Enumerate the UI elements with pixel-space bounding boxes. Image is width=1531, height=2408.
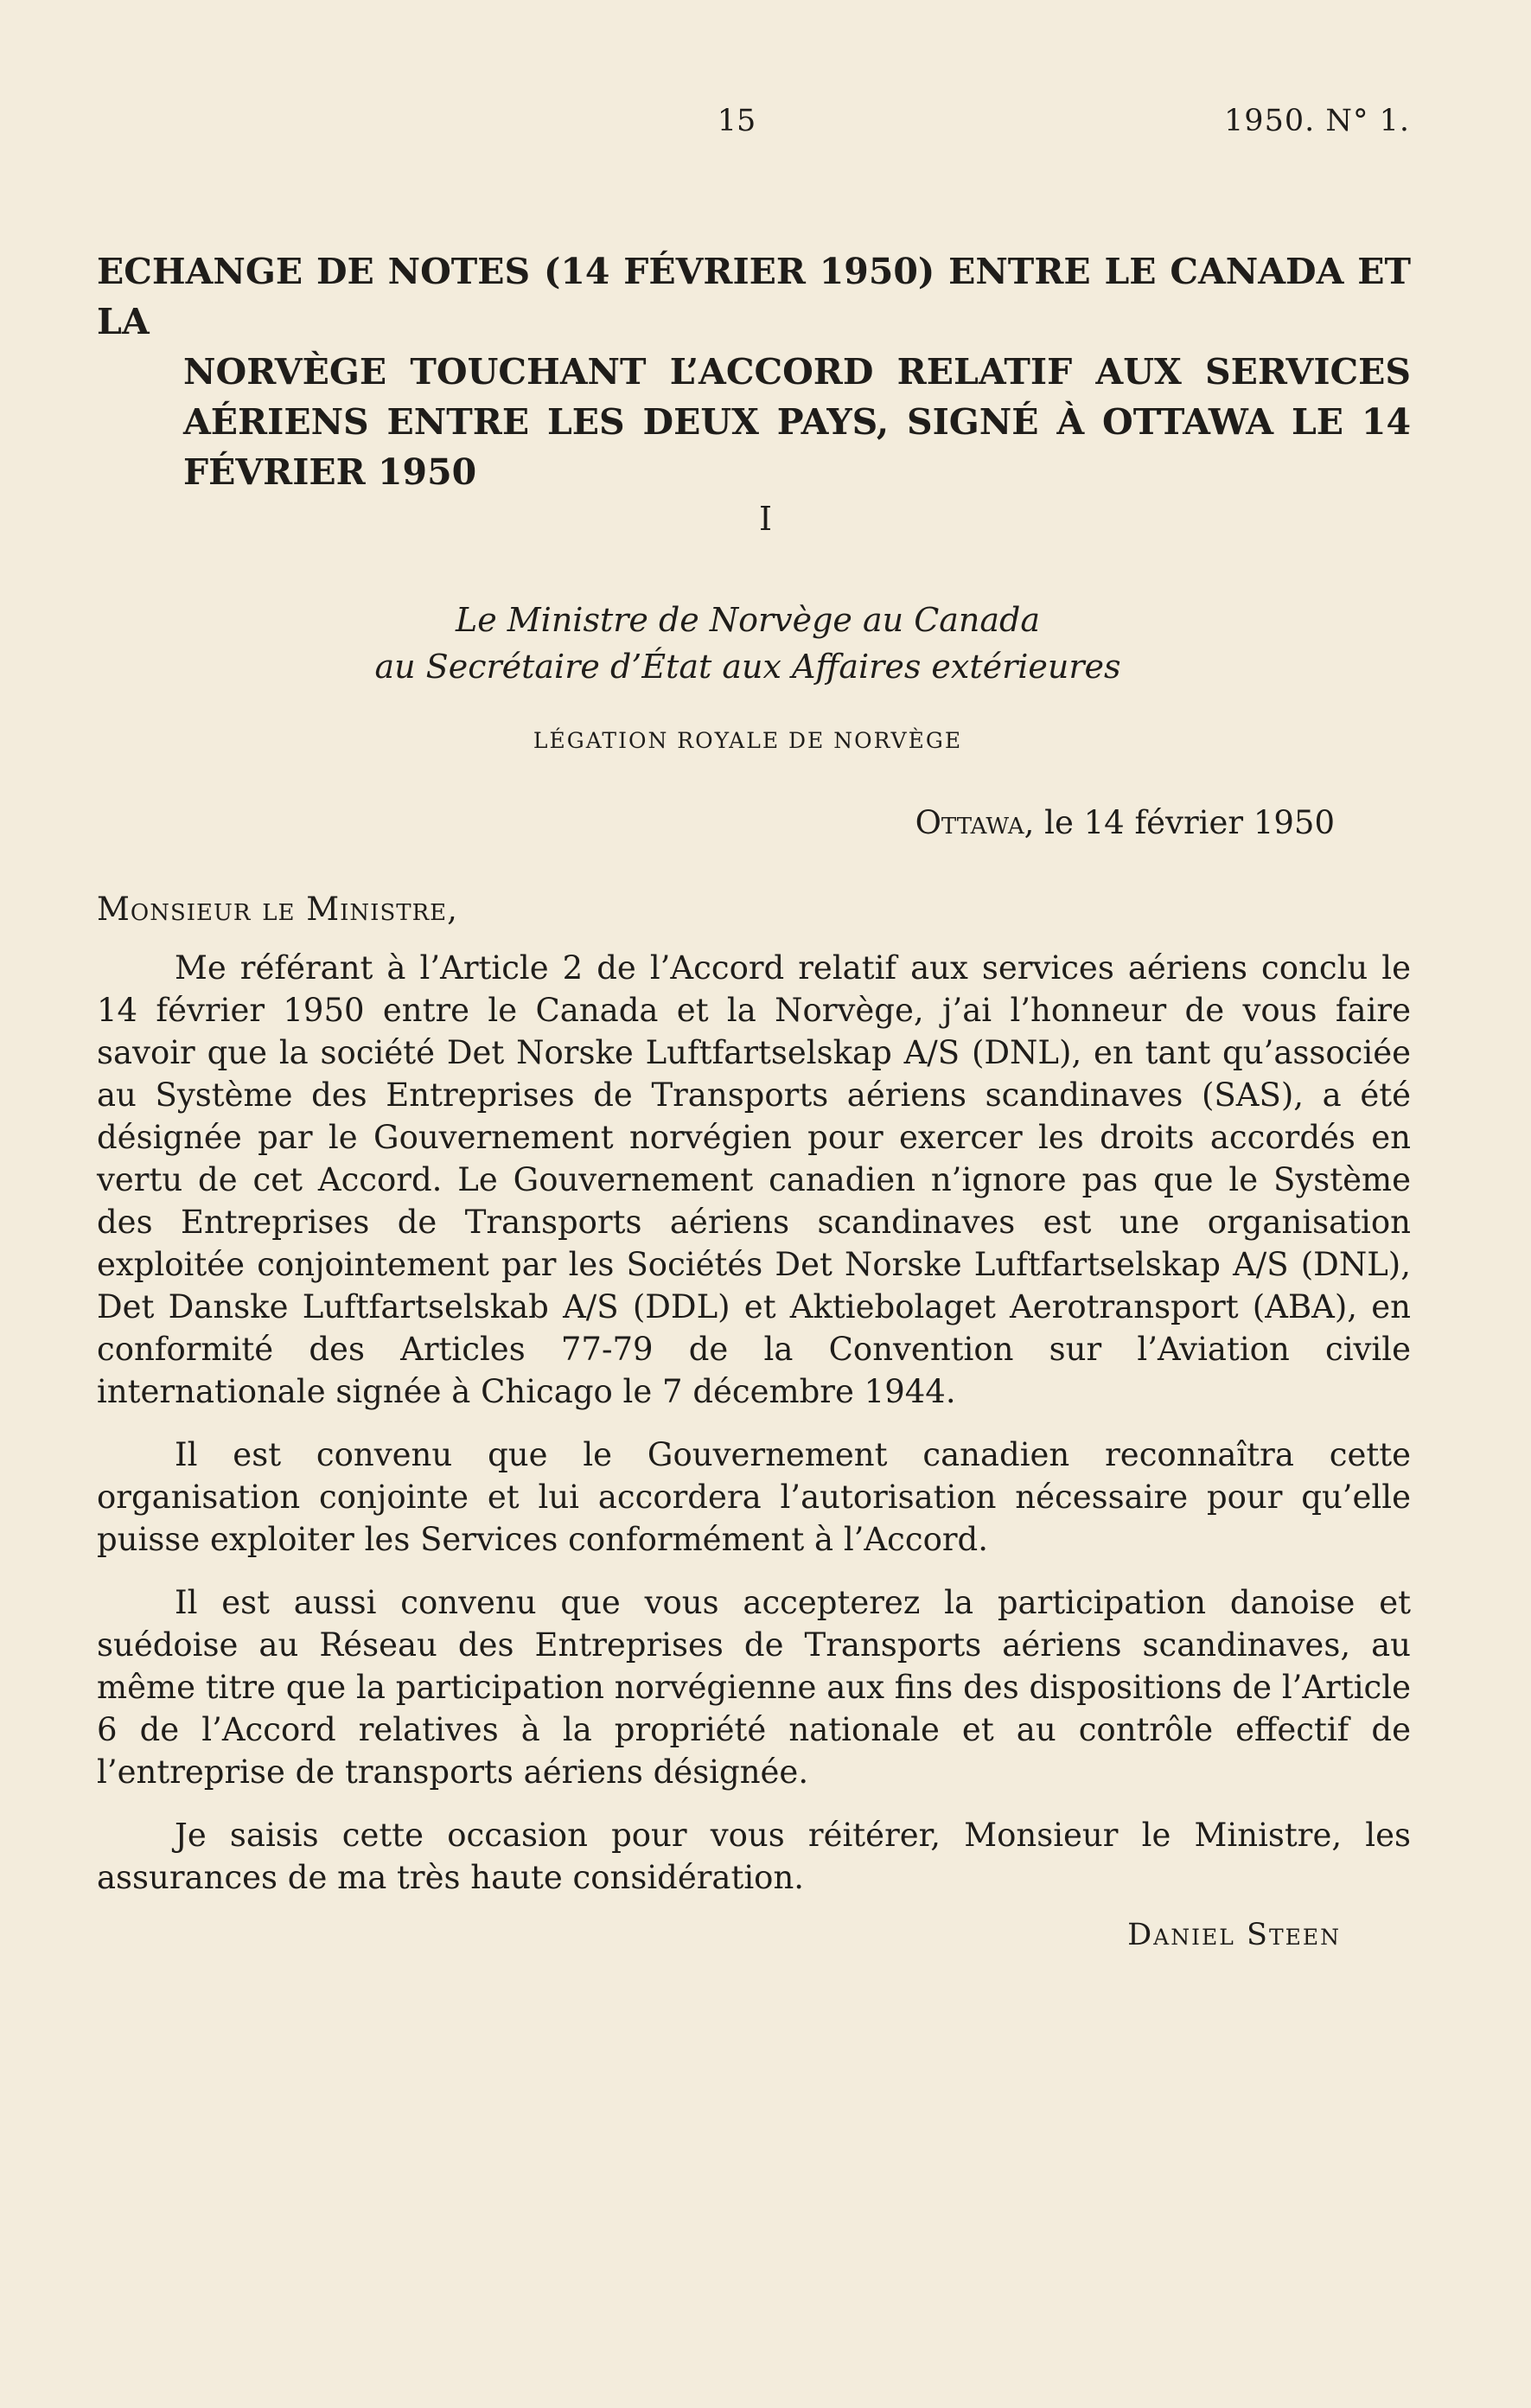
signature: Daniel Steen bbox=[1127, 1918, 1341, 1952]
dateline bbox=[915, 804, 1335, 841]
addressee-block bbox=[0, 597, 1496, 690]
title-line: ECHANGE DE NOTES (14 FÉVRIER 1950) ENTRE LE CANADA ET LA bbox=[97, 251, 1411, 342]
paragraph: Me référant à l’Article 2 de l’Accord relatif aux services aériens conclu le 14 février 1950 entre le Canada et la Norvège, j’ai l’honneur de vous faire savoir que la société Det Norske Luftfartselskap A/S (DNL), en tant qu’associée au Système des Entreprises de Transports aériens scandinaves (SAS), a été désignée par le Gouvernement norvégien pour exercer les droits accordés en vertu de cet Accord. Le Gouvernement canadien n’ignore pas que le Système des Entreprises de Transports aériens scandinaves est une organisation exploitée conjointement par les Sociétés Det Norske Luftfartselskap A/S (DNL), Det Danske Luftfartselskab A/S (DDL) et Aktiebolaget Aerotransport (ABA), en conformité des Articles 77-79 de la Convention sur l’Aviation civile internationale signée à Chicago le 7 décembre 1944. bbox=[97, 949, 1411, 1410]
paragraph: Il est aussi convenu que vous accepterez la participation danoise et suédoise au Réseau des Entreprises de Transports aériens scandinaves, au même titre que la participation norvégienne aux fins des dispositions de l’Article 6 de l’Accord relatives à la propriété nationale et au contrôle effectif de l’entreprise de transports aériens désignée. bbox=[97, 1584, 1411, 1791]
paragraph: Je saisis cette occasion pour vous réitérer, Monsieur le Ministre, les assurances de ma très haute considération. bbox=[97, 1817, 1411, 1896]
title-line: AÉRIENS ENTRE LES DEUX PAYS, SIGNÉ À OTTAWA LE 14 bbox=[183, 401, 1411, 443]
section-number: I bbox=[758, 500, 772, 538]
title-line: FÉVRIER 1950 bbox=[183, 451, 477, 493]
letter-body bbox=[97, 947, 1411, 1919]
dateline-date: le 14 février 1950 bbox=[1034, 804, 1335, 841]
dateline-place: Ottawa, bbox=[915, 804, 1035, 841]
salutation: Monsieur le Ministre, bbox=[97, 891, 458, 928]
document-title bbox=[97, 246, 1411, 497]
title-line: NORVÈGE TOUCHANT L’ACCORD RELATIF AUX SERVICES bbox=[183, 351, 1411, 393]
addressee-to: au Secrétaire d’État aux Affaires extérieures bbox=[374, 648, 1121, 686]
letterhead: LÉGATION ROYALE DE NORVÈGE bbox=[533, 728, 963, 753]
paragraph: Il est convenu que le Gouvernement canadien reconnaîtra cette organisation conjointe et lui accordera l’autorisation nécessaire pour qu’elle puisse exploiter les Services conformément à l’Accord. bbox=[97, 1436, 1411, 1558]
page-number: 15 bbox=[717, 104, 756, 138]
addressee-from: Le Ministre de Norvège au Canada bbox=[455, 601, 1041, 639]
issue-reference: 1950. N° 1. bbox=[1224, 104, 1410, 138]
